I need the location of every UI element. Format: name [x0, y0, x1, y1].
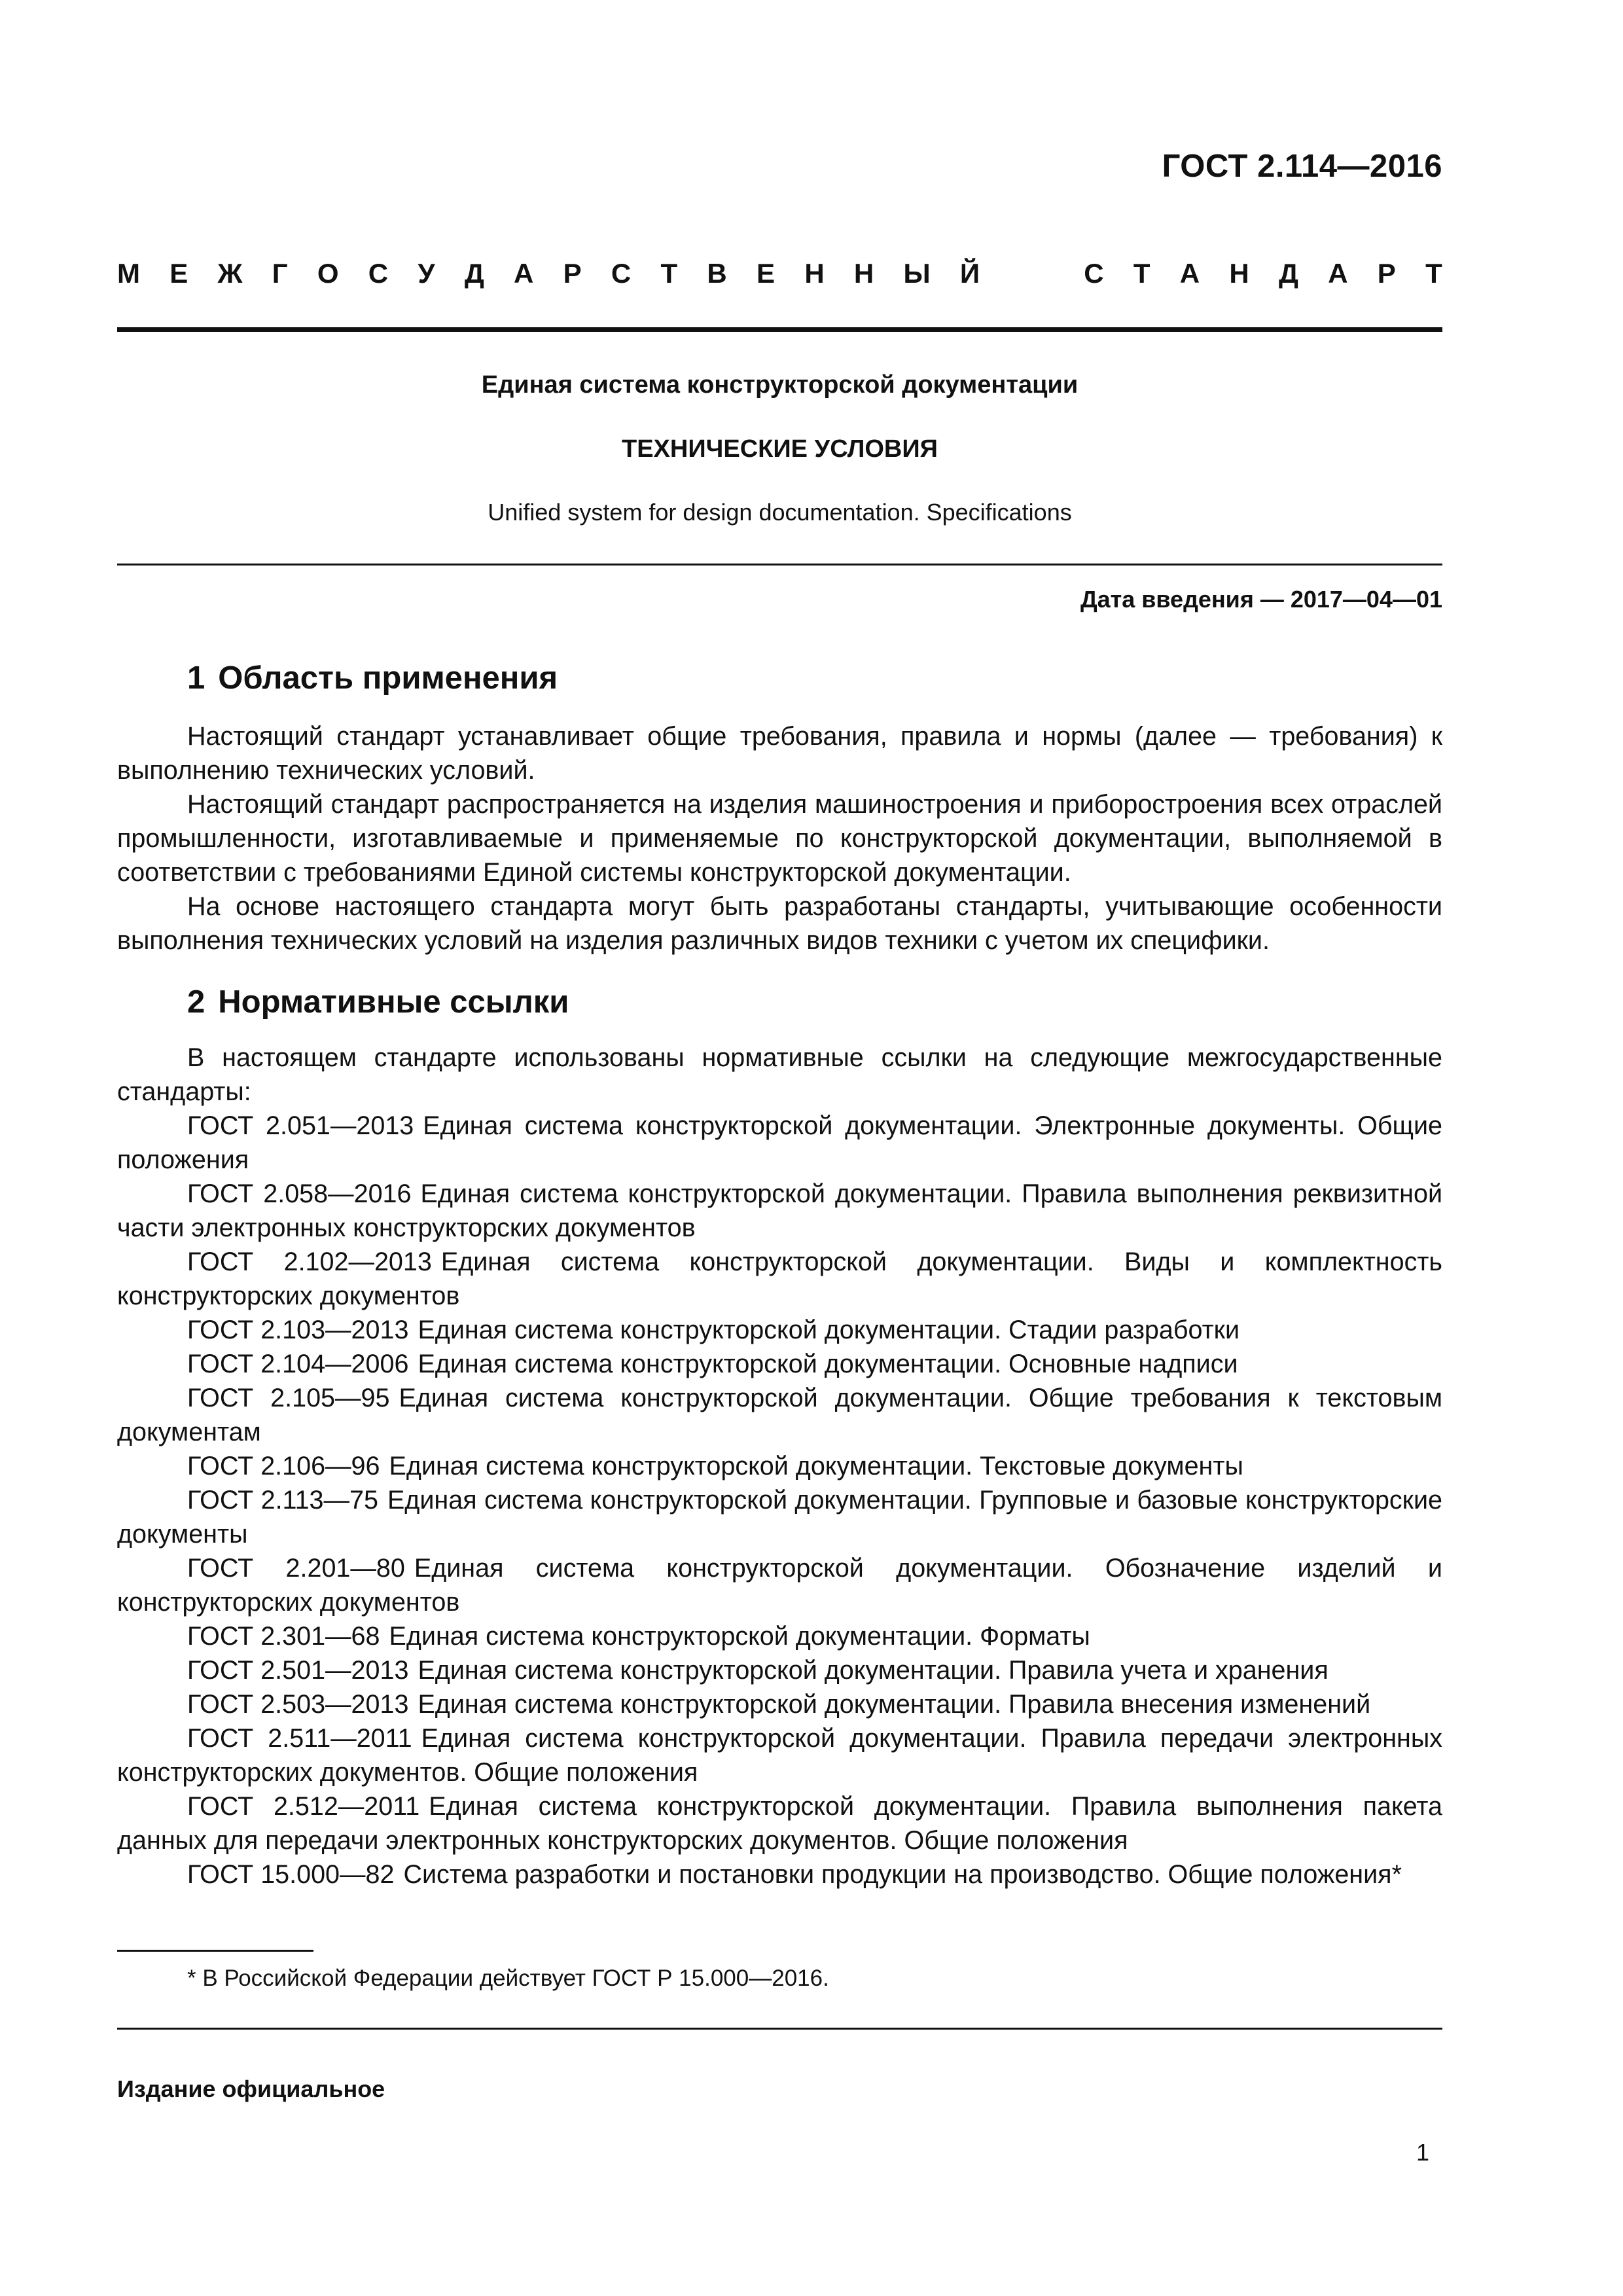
banner-letter: Д: [464, 258, 484, 289]
banner-letter: А: [1179, 258, 1200, 289]
reference-code: ГОСТ 2.503—2013: [187, 1690, 409, 1719]
banner-letter: Д: [1279, 258, 1298, 289]
reference-code: ГОСТ 2.201—80: [187, 1554, 405, 1583]
banner-letter: С: [1084, 258, 1104, 289]
section-number: 2: [187, 984, 205, 1020]
reference-code: ГОСТ 2.301—68: [187, 1622, 380, 1651]
reference-title: Единая система конструкторской документации. Общие требования к текстовым документам: [117, 1384, 1442, 1446]
reference-item: [117, 1721, 1442, 1789]
footnote-separator: [117, 1950, 313, 1952]
banner-letter: С: [368, 258, 389, 289]
reference-code: ГОСТ 2.103—2013: [187, 1316, 409, 1344]
reference-title: Единая система конструкторской документации. Обозначение изделий и конструкторских документов: [117, 1554, 1442, 1617]
reference-title: Единая система конструкторской документации. Текстовые документы: [389, 1452, 1243, 1480]
banner-letter: Е: [757, 258, 776, 289]
footer-divider: [117, 2028, 1442, 2030]
reference-item: [117, 1177, 1442, 1245]
reference-item: [117, 1313, 1442, 1347]
page-number: 1: [1416, 2139, 1429, 2166]
banner-gap: [1009, 258, 1017, 289]
reference-title: Система разработки и постановки продукции на производство. Общие положения*: [403, 1860, 1402, 1889]
banner-letter: Р: [563, 258, 582, 289]
reference-code: ГОСТ 2.104—2006: [187, 1350, 409, 1378]
reference-item: [117, 1109, 1442, 1177]
document-title: ТЕХНИЧЕСКИЕ УСЛОВИЯ: [622, 435, 938, 463]
reference-code: ГОСТ 2.106—96: [187, 1452, 380, 1480]
banner-letter: Ы: [903, 258, 931, 289]
header-divider: [117, 327, 1442, 332]
reference-item: [117, 1245, 1442, 1313]
standard-series: Единая система конструкторской документации: [481, 371, 1079, 399]
reference-title: Единая система конструкторской документации. Виды и комплектность конструкторских документов: [117, 1247, 1443, 1310]
reference-code: ГОСТ 2.105—95: [187, 1384, 390, 1412]
banner-letter: В: [707, 258, 727, 289]
paragraph: Настоящий стандарт распространяется на изделия машиностроения и приборостроения всех отраслей промышленности, изготавливаемые и применяемые по конструкторской документации, выполняемой в соответствии с требованиями Единой системы конструкторской документации.: [117, 790, 1442, 887]
reference-code: ГОСТ 2.511—2011: [187, 1724, 412, 1753]
reference-item: [117, 1347, 1442, 1381]
banner-gap: [1046, 258, 1054, 289]
reference-code: ГОСТ 2.501—2013: [187, 1656, 409, 1685]
reference-code: ГОСТ 2.051—2013: [187, 1111, 414, 1140]
banner-letter: С: [611, 258, 632, 289]
reference-item: [117, 1789, 1442, 1857]
banner-letter: Н: [1229, 258, 1249, 289]
title-divider: [117, 564, 1442, 565]
interstate-standard-banner: [117, 258, 1442, 289]
footnote: * В Российской Федерации действует ГОСТ Р 15.000—2016.: [187, 1965, 829, 1991]
reference-title: Единая система конструкторской документации. Правила выполнения реквизитной части электронных конструкторских документов: [117, 1179, 1443, 1242]
banner-letter: Г: [272, 258, 288, 289]
reference-item: [117, 1381, 1442, 1449]
reference-code: ГОСТ 2.113—75: [187, 1486, 378, 1515]
section-title: Нормативные ссылки: [218, 984, 569, 1020]
reference-title: Единая система конструкторской документации. Стадии разработки: [418, 1316, 1240, 1344]
reference-title: Единая система конструкторской документации. Правила выполнения пакета данных для передачи электронных конструкторских документов. Общие положения: [117, 1792, 1442, 1855]
banner-letter: Е: [169, 258, 188, 289]
reference-code: ГОСТ 2.058—2016: [187, 1179, 412, 1208]
section-number: 1: [187, 660, 205, 696]
banner-letter: О: [317, 258, 339, 289]
reference-title: Единая система конструкторской документации. Групповые и базовые конструкторские документы: [117, 1486, 1442, 1549]
edition-label: Издание официальное: [117, 2075, 385, 2102]
banner-letter: Н: [804, 258, 825, 289]
reference-title: Единая система конструкторской документации. Правила внесения изменений: [418, 1690, 1371, 1719]
banner-letter: У: [418, 258, 435, 289]
reference-title: Единая система конструкторской документации. Электронные документы. Общие положения: [117, 1111, 1443, 1174]
banner-letter: А: [514, 258, 534, 289]
reference-item: [117, 1619, 1442, 1653]
banner-letter: Т: [1133, 258, 1150, 289]
paragraph: Настоящий стандарт устанавливает общие требования, правила и нормы (далее — требования) к выполнению технических условий.: [117, 722, 1442, 785]
banner-letter: Т: [1425, 258, 1442, 289]
section-title: Область применения: [218, 660, 558, 696]
reference-item: [117, 1551, 1442, 1619]
banner-letter: Й: [959, 258, 980, 289]
section-heading: [187, 984, 569, 1020]
paragraph: На основе настоящего стандарта могут быть разработаны стандарты, учитывающие особенности выполнения технических условий на изделия различных видов техники с учетом их специфики.: [117, 892, 1442, 955]
banner-letter: Ж: [217, 258, 243, 289]
reference-code: ГОСТ 15.000—82: [187, 1860, 395, 1889]
references-body: [117, 1041, 1442, 1892]
reference-item: [117, 1449, 1442, 1483]
reference-title: Единая система конструкторской документации. Правила учета и хранения: [418, 1656, 1329, 1685]
banner-letter: Т: [660, 258, 678, 289]
section-body: [117, 719, 1442, 958]
banner-letter: А: [1328, 258, 1348, 289]
reference-title: Единая система конструкторской документации. Правила передачи электронных конструкторских документов. Общие положения: [117, 1724, 1442, 1787]
banner-letter: Н: [853, 258, 874, 289]
reference-item: [117, 1483, 1442, 1551]
banner-letter: Р: [1377, 258, 1396, 289]
document-title-english: Unified system for design documentation. Specifications: [488, 499, 1072, 526]
section-heading: [187, 660, 558, 696]
paragraph: В настоящем стандарте использованы нормативные ссылки на следующие межгосударственные стандарты:: [117, 1043, 1442, 1106]
reference-title: Единая система конструкторской документации. Форматы: [389, 1622, 1090, 1651]
reference-item: [117, 1687, 1442, 1721]
reference-code: ГОСТ 2.102—2013: [187, 1247, 432, 1276]
reference-item: [117, 1653, 1442, 1687]
document-number: ГОСТ 2.114—2016: [1162, 149, 1442, 184]
reference-code: ГОСТ 2.512—2011: [187, 1792, 420, 1821]
introduction-date: Дата введения — 2017—04—01: [1080, 586, 1442, 613]
banner-letter: М: [117, 258, 140, 289]
reference-title: Единая система конструкторской документации. Основные надписи: [418, 1350, 1238, 1378]
reference-item: [117, 1857, 1442, 1892]
